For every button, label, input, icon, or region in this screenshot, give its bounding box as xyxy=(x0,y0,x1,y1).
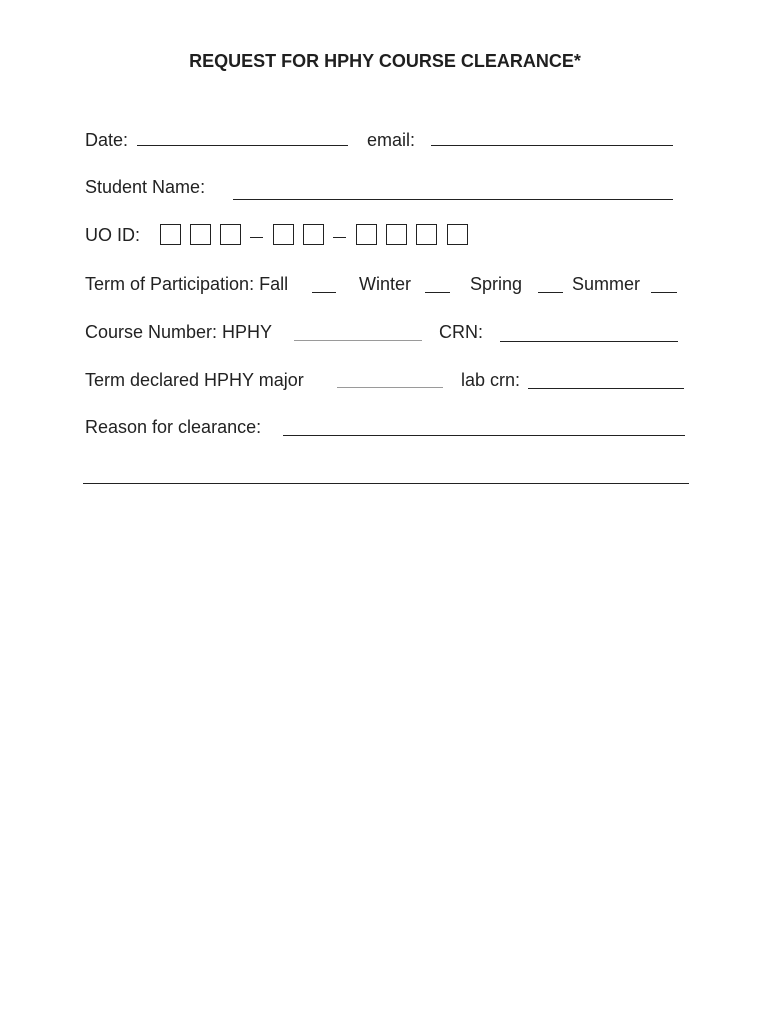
lab-crn-label: lab crn: xyxy=(461,370,521,390)
uo-id-digit-box[interactable] xyxy=(356,224,377,245)
reason-field-continued[interactable] xyxy=(83,483,689,484)
uo-id-digit-box[interactable] xyxy=(303,224,324,245)
uo-id-separator xyxy=(250,237,263,238)
winter-field[interactable] xyxy=(425,292,450,293)
student-name-label: Student Name: xyxy=(85,177,206,197)
reason-label: Reason for clearance: xyxy=(85,417,262,437)
uo-id-label: UO ID: xyxy=(85,225,141,245)
winter-label: Winter xyxy=(359,274,412,294)
date-field[interactable] xyxy=(137,145,348,146)
student-name-field[interactable] xyxy=(233,199,673,200)
uo-id-digit-box[interactable] xyxy=(220,224,241,245)
term-declared-label: Term declared HPHY major xyxy=(85,370,304,390)
course-number-field[interactable] xyxy=(294,340,422,341)
crn-field[interactable] xyxy=(500,341,678,342)
uo-id-digit-box[interactable] xyxy=(386,224,407,245)
spring-field[interactable] xyxy=(538,292,563,293)
uo-id-digit-box[interactable] xyxy=(190,224,211,245)
summer-label: Summer xyxy=(572,274,641,294)
lab-crn-field[interactable] xyxy=(528,388,684,389)
reason-field[interactable] xyxy=(283,435,685,436)
term-declared-field[interactable] xyxy=(337,387,443,388)
course-number-label: Course Number: HPHY xyxy=(85,322,273,342)
email-label: email: xyxy=(367,130,416,150)
term-participation-label: Term of Participation: Fall xyxy=(85,274,289,294)
form-title: REQUEST FOR HPHY COURSE CLEARANCE* xyxy=(189,51,581,71)
spring-label: Spring xyxy=(470,274,523,294)
crn-label: CRN: xyxy=(439,322,483,342)
uo-id-digit-box[interactable] xyxy=(447,224,468,245)
fall-field[interactable] xyxy=(312,292,336,293)
date-label: Date: xyxy=(85,130,129,150)
summer-field[interactable] xyxy=(651,292,677,293)
uo-id-digit-box[interactable] xyxy=(416,224,437,245)
uo-id-separator xyxy=(333,237,346,238)
email-field[interactable] xyxy=(431,145,673,146)
uo-id-digit-box[interactable] xyxy=(273,224,294,245)
uo-id-digit-box[interactable] xyxy=(160,224,181,245)
